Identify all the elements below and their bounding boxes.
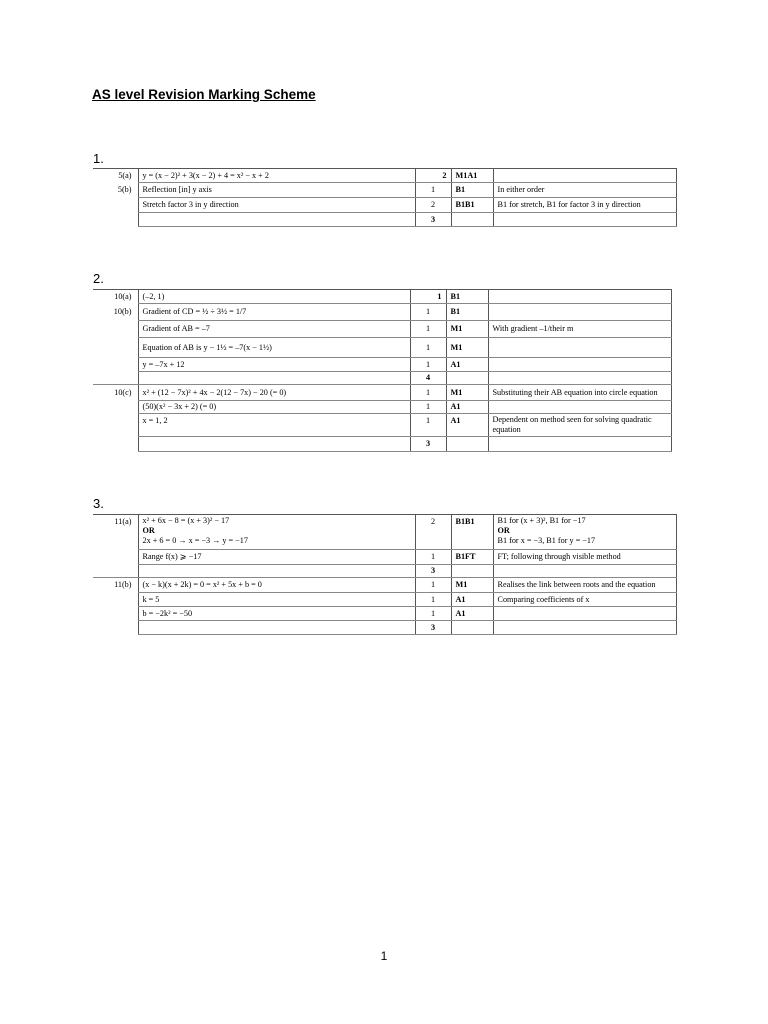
guidance-cell: With gradient –1/their m bbox=[488, 321, 671, 338]
answer-cell bbox=[138, 437, 410, 452]
question-ref bbox=[93, 550, 138, 565]
table-row bbox=[93, 358, 671, 372]
table-row bbox=[93, 550, 676, 565]
marks-cell: 1 bbox=[415, 607, 451, 621]
answer-line: 2x + 6 = 0 → x = −3 → y = −17 bbox=[142, 536, 248, 545]
mark-code-cell: A1 bbox=[446, 358, 488, 372]
answer-cell: x = 1, 2 bbox=[138, 414, 410, 437]
table-row bbox=[93, 198, 676, 213]
table-row bbox=[93, 290, 671, 304]
mark-code-cell: M1 bbox=[446, 321, 488, 338]
question-ref bbox=[93, 565, 138, 578]
answer-cell: y = –7x + 12 bbox=[138, 358, 410, 372]
guidance-line: B1 for (x + 3)², B1 for −17 bbox=[497, 516, 586, 525]
marks-total: 3 bbox=[415, 213, 451, 227]
table-row bbox=[93, 515, 676, 550]
mark-code-cell: B1 bbox=[446, 304, 488, 321]
guidance-line: OR bbox=[497, 526, 510, 535]
question-ref bbox=[93, 358, 138, 372]
guidance-cell: FT; following through visible method bbox=[493, 550, 676, 565]
answer-cell: Equation of AB is y − 1½ = –7(x − 1½) bbox=[138, 338, 410, 358]
marks-cell: 1 bbox=[415, 593, 451, 607]
marks-total: 3 bbox=[410, 437, 446, 452]
guidance-cell: Dependent on method seen for solving quadratic equation bbox=[488, 414, 671, 437]
guidance-cell: In either order bbox=[493, 183, 676, 198]
answer-line: x² + 6x − 8 = (x + 3)² − 17 bbox=[142, 516, 230, 525]
guidance-cell: Substituting their AB equation into circle equation bbox=[488, 385, 671, 401]
question-ref: 10(c) bbox=[93, 385, 138, 401]
marks-cell: 1 bbox=[410, 414, 446, 437]
answer-cell bbox=[138, 621, 415, 635]
mark-code-cell bbox=[451, 621, 493, 635]
answer-cell bbox=[138, 565, 415, 578]
table-row bbox=[93, 304, 671, 321]
guidance-cell: B1 for stretch, B1 for factor 3 in y direction bbox=[493, 198, 676, 213]
marks-cell: 1 bbox=[415, 550, 451, 565]
guidance-cell bbox=[488, 290, 671, 304]
question-ref bbox=[93, 414, 138, 437]
guidance-cell bbox=[493, 607, 676, 621]
table-row bbox=[93, 169, 676, 183]
marks-cell: 2 bbox=[415, 169, 451, 183]
question-ref bbox=[93, 338, 138, 358]
total-row bbox=[93, 565, 676, 578]
total-row bbox=[93, 213, 676, 227]
mark-code-cell: A1 bbox=[451, 593, 493, 607]
marking-table-2 bbox=[93, 289, 672, 452]
mark-code-cell: M1 bbox=[446, 338, 488, 358]
guidance-cell bbox=[493, 565, 676, 578]
answer-cell: k = 5 bbox=[138, 593, 415, 607]
guidance-cell bbox=[493, 621, 676, 635]
total-row bbox=[93, 437, 671, 452]
guidance-cell bbox=[488, 401, 671, 414]
table-row bbox=[93, 338, 671, 358]
question-ref bbox=[93, 372, 138, 385]
mark-code-cell bbox=[446, 372, 488, 385]
question-ref bbox=[93, 437, 138, 452]
marks-cell: 1 bbox=[410, 290, 446, 304]
guidance-cell bbox=[488, 358, 671, 372]
question-ref bbox=[93, 401, 138, 414]
question-ref: 10(b) bbox=[113, 307, 132, 316]
mark-code-cell bbox=[446, 437, 488, 452]
guidance-line: B1 for x = −3, B1 for y = −17 bbox=[497, 536, 596, 545]
marks-total: 3 bbox=[415, 565, 451, 578]
guidance-cell bbox=[493, 169, 676, 183]
answer-cell bbox=[138, 372, 410, 385]
answer-cell: (–2, 1) bbox=[138, 290, 410, 304]
table-row bbox=[93, 607, 676, 621]
answer-cell: Stretch factor 3 in y direction bbox=[138, 198, 415, 213]
answer-line: OR bbox=[142, 526, 155, 535]
question-ref: 5(b) bbox=[117, 185, 132, 194]
mark-code-cell: B1B1 bbox=[451, 515, 493, 550]
marks-cell: 1 bbox=[410, 385, 446, 401]
table-row bbox=[93, 414, 671, 437]
question-number: 3. bbox=[93, 496, 104, 511]
marks-cell: 1 bbox=[415, 183, 451, 198]
answer-cell: Gradient of CD = ½ ÷ 3½ = 1/7 bbox=[138, 304, 410, 321]
question-ref bbox=[93, 621, 138, 635]
guidance-cell: Comparing coefficients of x bbox=[493, 593, 676, 607]
question-ref bbox=[93, 213, 138, 227]
table-row bbox=[93, 578, 676, 593]
mark-code-cell bbox=[451, 565, 493, 578]
question-number: 2. bbox=[93, 271, 104, 286]
marks-total: 4 bbox=[410, 372, 446, 385]
table-row bbox=[93, 385, 671, 401]
answer-cell bbox=[138, 515, 415, 550]
marks-cell: 2 bbox=[415, 515, 451, 550]
mark-code-cell: B1 bbox=[446, 290, 488, 304]
marks-cell: 1 bbox=[410, 338, 446, 358]
table-row bbox=[93, 183, 676, 198]
question-ref bbox=[93, 593, 138, 607]
mark-code-cell: B1B1 bbox=[451, 198, 493, 213]
mark-code-cell: B1 bbox=[451, 183, 493, 198]
mark-code-cell: M1A1 bbox=[451, 169, 493, 183]
question-ref bbox=[93, 321, 138, 338]
marks-cell: 1 bbox=[415, 578, 451, 593]
marks-total: 3 bbox=[415, 621, 451, 635]
marks-cell: 1 bbox=[410, 321, 446, 338]
marking-table-3 bbox=[93, 514, 677, 635]
answer-cell: Reflection [in] y axis bbox=[138, 183, 415, 198]
answer-cell: Gradient of AB = –7 bbox=[138, 321, 410, 338]
mark-code-cell: B1FT bbox=[451, 550, 493, 565]
marking-table-1 bbox=[93, 168, 677, 227]
question-ref: 11(a) bbox=[93, 515, 138, 550]
mark-code-cell: A1 bbox=[446, 401, 488, 414]
question-ref bbox=[93, 607, 138, 621]
question-ref: 10(a) bbox=[93, 290, 138, 304]
answer-cell bbox=[138, 213, 415, 227]
answer-cell: y = (x − 2)² + 3(x − 2) + 4 = x² − x + 2 bbox=[138, 169, 415, 183]
page-number: 1 bbox=[380, 949, 388, 963]
marks-cell: 1 bbox=[410, 401, 446, 414]
guidance-cell bbox=[493, 213, 676, 227]
answer-cell: (x − k)(x + 2k) = 0 = x² + 5x + b = 0 bbox=[138, 578, 415, 593]
answer-cell: Range f(x) ⩾ −17 bbox=[138, 550, 415, 565]
table-row bbox=[93, 593, 676, 607]
marks-cell: 2 bbox=[415, 198, 451, 213]
guidance-cell: Realises the link between roots and the equation bbox=[493, 578, 676, 593]
guidance-cell bbox=[488, 338, 671, 358]
answer-cell: (50)(x² − 3x + 2) (= 0) bbox=[138, 401, 410, 414]
question-ref: 5(a) bbox=[93, 169, 138, 183]
total-row bbox=[93, 621, 676, 635]
page-title: AS level Revision Marking Scheme bbox=[92, 87, 316, 102]
marks-cell: 1 bbox=[410, 304, 446, 321]
guidance-cell bbox=[488, 372, 671, 385]
mark-code-cell: A1 bbox=[451, 607, 493, 621]
question-ref bbox=[93, 198, 138, 213]
marks-cell: 1 bbox=[410, 358, 446, 372]
guidance-cell bbox=[488, 304, 671, 321]
mark-code-cell: A1 bbox=[446, 414, 488, 437]
table-row bbox=[93, 321, 671, 338]
table-row bbox=[93, 401, 671, 414]
guidance-cell bbox=[488, 437, 671, 452]
question-ref: 11(b) bbox=[93, 578, 138, 593]
mark-code-cell bbox=[451, 213, 493, 227]
answer-cell: x² + (12 − 7x)² + 4x − 2(12 − 7x) − 20 (= 0) bbox=[138, 385, 410, 401]
guidance-cell bbox=[493, 515, 676, 550]
mark-code-cell: M1 bbox=[451, 578, 493, 593]
answer-cell: b = −2k² = −50 bbox=[138, 607, 415, 621]
mark-code-cell: M1 bbox=[446, 385, 488, 401]
total-row bbox=[93, 372, 671, 385]
question-number: 1. bbox=[93, 151, 104, 166]
